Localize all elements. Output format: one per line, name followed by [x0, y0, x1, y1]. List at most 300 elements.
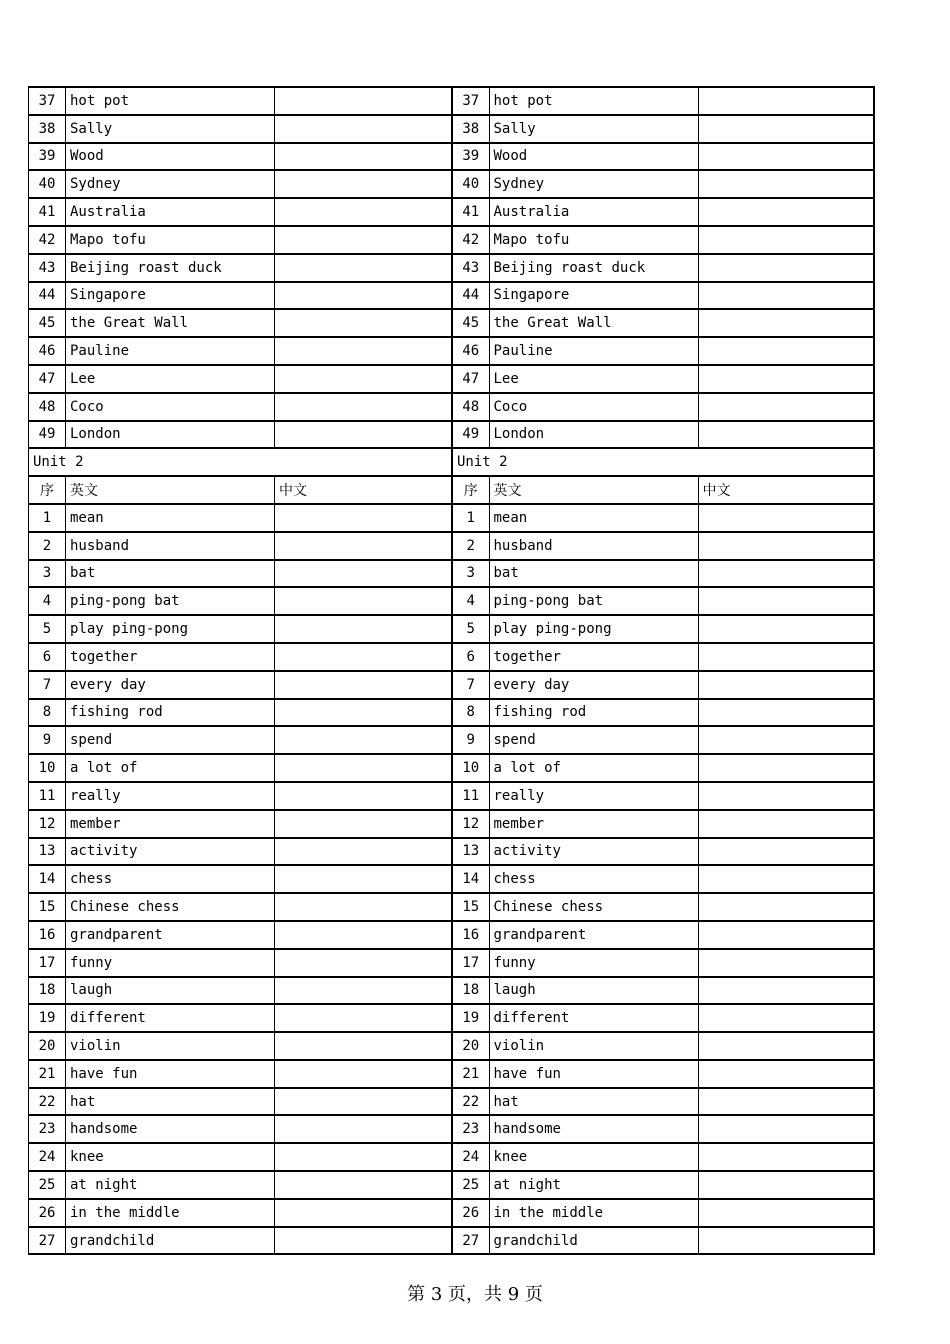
- row-number: 20: [29, 1032, 66, 1060]
- row-number: 12: [29, 810, 66, 838]
- english-word: Chinese chess: [66, 893, 275, 921]
- chinese-answer-cell: [698, 865, 874, 893]
- table-row: [29, 560, 452, 588]
- chinese-answer-cell: [698, 198, 874, 226]
- english-word: have fun: [489, 1060, 698, 1088]
- row-number: 8: [29, 699, 66, 727]
- english-word: handsome: [66, 1115, 275, 1143]
- english-word: every day: [489, 671, 698, 699]
- english-word: Wood: [489, 143, 698, 171]
- english-word: bat: [489, 560, 698, 588]
- english-word: fishing rod: [66, 699, 275, 727]
- row-number: 47: [452, 365, 489, 393]
- row-number: 18: [452, 977, 489, 1005]
- english-word: London: [66, 421, 275, 449]
- chinese-answer-cell: [698, 504, 874, 532]
- table-row: [452, 699, 874, 727]
- row-number: 48: [29, 393, 66, 421]
- table-row: [29, 810, 452, 838]
- chinese-answer-cell: [275, 1171, 452, 1199]
- english-word: Australia: [489, 198, 698, 226]
- table-row: [29, 1227, 452, 1255]
- chinese-answer-cell: [275, 726, 452, 754]
- english-word: ping-pong bat: [66, 587, 275, 615]
- table-row: [29, 282, 452, 310]
- row-number: 47: [29, 365, 66, 393]
- table-row: [29, 587, 452, 615]
- table-row: [29, 699, 452, 727]
- english-word: Australia: [66, 198, 275, 226]
- table-row: [29, 726, 452, 754]
- english-word: member: [66, 810, 275, 838]
- table-row: [452, 810, 874, 838]
- row-number: 4: [29, 587, 66, 615]
- row-number: 3: [29, 560, 66, 588]
- row-number: 39: [29, 143, 66, 171]
- table-row: [29, 143, 452, 171]
- table-row: [29, 671, 452, 699]
- chinese-answer-cell: [698, 87, 874, 115]
- row-number: 7: [452, 671, 489, 699]
- row-number: 23: [452, 1115, 489, 1143]
- chinese-answer-cell: [698, 921, 874, 949]
- chinese-answer-cell: [698, 1227, 874, 1255]
- table-row: [452, 504, 874, 532]
- chinese-answer-cell: [698, 893, 874, 921]
- row-number: 46: [29, 337, 66, 365]
- table-row: [452, 1004, 874, 1032]
- row-number: 18: [29, 977, 66, 1005]
- table-row: [452, 226, 874, 254]
- row-number: 9: [29, 726, 66, 754]
- chinese-answer-cell: [275, 838, 452, 866]
- chinese-answer-cell: [698, 810, 874, 838]
- table-row: [452, 977, 874, 1005]
- english-word: fishing rod: [489, 699, 698, 727]
- english-word: chess: [489, 865, 698, 893]
- english-word: Lee: [66, 365, 275, 393]
- chinese-answer-cell: [698, 115, 874, 143]
- chinese-answer-cell: [275, 587, 452, 615]
- chinese-answer-cell: [275, 671, 452, 699]
- english-word: mean: [489, 504, 698, 532]
- row-number: 16: [452, 921, 489, 949]
- english-word: spend: [489, 726, 698, 754]
- chinese-answer-cell: [698, 587, 874, 615]
- vocab-table-left: [28, 86, 453, 1255]
- chinese-answer-cell: [698, 1115, 874, 1143]
- table-row: [452, 671, 874, 699]
- english-word: laugh: [489, 977, 698, 1005]
- row-number: 7: [29, 671, 66, 699]
- english-word: member: [489, 810, 698, 838]
- unit-title: Unit 2: [29, 448, 452, 476]
- row-number: 43: [452, 254, 489, 282]
- page-footer: 第 3 页，共 9 页: [407, 1284, 543, 1305]
- row-number: 13: [29, 838, 66, 866]
- english-word: different: [66, 1004, 275, 1032]
- english-word: Coco: [489, 393, 698, 421]
- chinese-answer-cell: [698, 365, 874, 393]
- table-row: [452, 893, 874, 921]
- english-word: laugh: [66, 977, 275, 1005]
- table-row: [29, 977, 452, 1005]
- chinese-answer-cell: [275, 365, 452, 393]
- table-row: [452, 782, 874, 810]
- english-word: Mapo tofu: [66, 226, 275, 254]
- english-word: violin: [66, 1032, 275, 1060]
- english-word: hat: [489, 1088, 698, 1116]
- english-word: Lee: [489, 365, 698, 393]
- table-row: [29, 643, 452, 671]
- chinese-answer-cell: [275, 309, 452, 337]
- table-row: [29, 782, 452, 810]
- row-number: 23: [29, 1115, 66, 1143]
- chinese-answer-cell: [698, 615, 874, 643]
- chinese-answer-cell: [275, 254, 452, 282]
- english-word: grandparent: [489, 921, 698, 949]
- table-row: [452, 587, 874, 615]
- english-word: Singapore: [489, 282, 698, 310]
- chinese-answer-cell: [275, 1032, 452, 1060]
- row-number: 16: [29, 921, 66, 949]
- english-word: Sydney: [66, 170, 275, 198]
- english-word: handsome: [489, 1115, 698, 1143]
- table-row: [452, 1143, 874, 1171]
- table-row: [452, 1115, 874, 1143]
- english-word: in the middle: [489, 1199, 698, 1227]
- table-row: [452, 726, 874, 754]
- table-row: [29, 393, 452, 421]
- english-word: at night: [66, 1171, 275, 1199]
- table-row: [29, 1060, 452, 1088]
- chinese-answer-cell: [698, 1171, 874, 1199]
- english-word: have fun: [66, 1060, 275, 1088]
- english-word: together: [489, 643, 698, 671]
- chinese-answer-cell: [698, 393, 874, 421]
- chinese-answer-cell: [275, 504, 452, 532]
- table-row: [29, 1115, 452, 1143]
- table-row: [452, 865, 874, 893]
- chinese-answer-cell: [275, 1199, 452, 1227]
- english-word: London: [489, 421, 698, 449]
- table-row: [29, 198, 452, 226]
- chinese-answer-cell: [275, 560, 452, 588]
- english-word: play ping-pong: [489, 615, 698, 643]
- english-word: mean: [66, 504, 275, 532]
- table-row: [29, 365, 452, 393]
- table-row: [452, 1227, 874, 1255]
- chinese-answer-cell: [275, 282, 452, 310]
- table-row: [452, 115, 874, 143]
- chinese-answer-cell: [275, 615, 452, 643]
- row-number: 5: [29, 615, 66, 643]
- table-row: [29, 949, 452, 977]
- table-row: [452, 170, 874, 198]
- english-word: play ping-pong: [66, 615, 275, 643]
- row-number: 49: [452, 421, 489, 449]
- english-word: Wood: [66, 143, 275, 171]
- english-word: ping-pong bat: [489, 587, 698, 615]
- table-row: [452, 1199, 874, 1227]
- table-row: [452, 198, 874, 226]
- english-word: grandchild: [66, 1227, 275, 1255]
- table-row: [452, 1088, 874, 1116]
- table-row: [29, 1088, 452, 1116]
- english-word: hat: [66, 1088, 275, 1116]
- table-row: [29, 1199, 452, 1227]
- chinese-answer-cell: [275, 893, 452, 921]
- row-number: 6: [452, 643, 489, 671]
- english-word: in the middle: [66, 1199, 275, 1227]
- english-word: husband: [489, 532, 698, 560]
- table-row: [29, 1143, 452, 1171]
- chinese-answer-cell: [275, 643, 452, 671]
- chinese-answer-cell: [698, 782, 874, 810]
- row-number: 19: [29, 1004, 66, 1032]
- chinese-answer-cell: [698, 532, 874, 560]
- chinese-answer-cell: [275, 1004, 452, 1032]
- chinese-answer-cell: [698, 1032, 874, 1060]
- english-word: hot pot: [66, 87, 275, 115]
- chinese-answer-cell: [275, 782, 452, 810]
- english-word: activity: [66, 838, 275, 866]
- english-word: hot pot: [489, 87, 698, 115]
- row-number: 15: [452, 893, 489, 921]
- chinese-answer-cell: [275, 699, 452, 727]
- english-word: different: [489, 1004, 698, 1032]
- table-row: [29, 421, 452, 449]
- row-number: 44: [29, 282, 66, 310]
- chinese-answer-cell: [275, 1115, 452, 1143]
- chinese-answer-cell: [275, 226, 452, 254]
- table-row: [452, 143, 874, 171]
- row-number: 9: [452, 726, 489, 754]
- row-number: 42: [452, 226, 489, 254]
- header-row: [29, 476, 452, 504]
- table-row: [29, 309, 452, 337]
- table-row: [29, 337, 452, 365]
- chinese-answer-cell: [698, 671, 874, 699]
- chinese-answer-cell: [698, 1143, 874, 1171]
- vocab-table-right-body: [452, 87, 874, 1254]
- row-number: 11: [452, 782, 489, 810]
- table-row: [452, 337, 874, 365]
- row-number: 37: [452, 87, 489, 115]
- chinese-answer-cell: [698, 699, 874, 727]
- row-number: 22: [452, 1088, 489, 1116]
- row-number: 4: [452, 587, 489, 615]
- english-word: husband: [66, 532, 275, 560]
- english-word: grandchild: [489, 1227, 698, 1255]
- table-row: [29, 532, 452, 560]
- chinese-answer-cell: [698, 949, 874, 977]
- english-word: Chinese chess: [489, 893, 698, 921]
- table-row: [29, 115, 452, 143]
- english-word: grandparent: [66, 921, 275, 949]
- row-number: 10: [452, 754, 489, 782]
- row-number: 46: [452, 337, 489, 365]
- row-number: 27: [29, 1227, 66, 1255]
- english-word: Pauline: [66, 337, 275, 365]
- chinese-answer-cell: [698, 1060, 874, 1088]
- row-number: 8: [452, 699, 489, 727]
- table-row: [452, 838, 874, 866]
- english-word: Pauline: [489, 337, 698, 365]
- table-row: [452, 254, 874, 282]
- chinese-answer-cell: [275, 532, 452, 560]
- chinese-answer-cell: [275, 115, 452, 143]
- header-english: 英文: [489, 476, 698, 504]
- english-word: activity: [489, 838, 698, 866]
- chinese-answer-cell: [275, 143, 452, 171]
- row-number: 49: [29, 421, 66, 449]
- chinese-answer-cell: [698, 421, 874, 449]
- row-number: 15: [29, 893, 66, 921]
- table-row: [452, 921, 874, 949]
- chinese-answer-cell: [698, 1004, 874, 1032]
- row-number: 25: [29, 1171, 66, 1199]
- chinese-answer-cell: [275, 393, 452, 421]
- chinese-answer-cell: [275, 87, 452, 115]
- chinese-answer-cell: [275, 337, 452, 365]
- table-row: [452, 1171, 874, 1199]
- table-row: [452, 87, 874, 115]
- chinese-answer-cell: [698, 254, 874, 282]
- row-number: 26: [29, 1199, 66, 1227]
- english-word: together: [66, 643, 275, 671]
- table-row: [29, 1171, 452, 1199]
- row-number: 21: [29, 1060, 66, 1088]
- unit-title-row: [452, 448, 874, 476]
- row-number: 17: [29, 949, 66, 977]
- vocab-table-right: [451, 86, 875, 1255]
- chinese-answer-cell: [275, 921, 452, 949]
- english-word: at night: [489, 1171, 698, 1199]
- header-chinese: 中文: [275, 476, 452, 504]
- chinese-answer-cell: [275, 1227, 452, 1255]
- table-row: [452, 365, 874, 393]
- row-number: 38: [452, 115, 489, 143]
- english-word: knee: [489, 1143, 698, 1171]
- row-number: 27: [452, 1227, 489, 1255]
- table-row: [452, 754, 874, 782]
- english-word: the Great Wall: [489, 309, 698, 337]
- row-number: 2: [29, 532, 66, 560]
- table-row: [29, 1004, 452, 1032]
- row-number: 40: [29, 170, 66, 198]
- english-word: spend: [66, 726, 275, 754]
- english-word: the Great Wall: [66, 309, 275, 337]
- english-word: every day: [66, 671, 275, 699]
- chinese-answer-cell: [698, 282, 874, 310]
- row-number: 37: [29, 87, 66, 115]
- row-number: 1: [452, 504, 489, 532]
- row-number: 21: [452, 1060, 489, 1088]
- english-word: Sydney: [489, 170, 698, 198]
- header-number: 序: [452, 476, 489, 504]
- row-number: 2: [452, 532, 489, 560]
- english-word: funny: [66, 949, 275, 977]
- row-number: 13: [452, 838, 489, 866]
- english-word: chess: [66, 865, 275, 893]
- english-word: bat: [66, 560, 275, 588]
- chinese-answer-cell: [698, 337, 874, 365]
- chinese-answer-cell: [698, 977, 874, 1005]
- row-number: 41: [29, 198, 66, 226]
- row-number: 24: [452, 1143, 489, 1171]
- chinese-answer-cell: [275, 754, 452, 782]
- table-row: [452, 532, 874, 560]
- table-row: [452, 949, 874, 977]
- row-number: 6: [29, 643, 66, 671]
- row-number: 45: [29, 309, 66, 337]
- header-number: 序: [29, 476, 66, 504]
- row-number: 45: [452, 309, 489, 337]
- row-number: 40: [452, 170, 489, 198]
- header-chinese: 中文: [698, 476, 874, 504]
- chinese-answer-cell: [698, 754, 874, 782]
- table-row: [452, 309, 874, 337]
- row-number: 17: [452, 949, 489, 977]
- table-row: [29, 504, 452, 532]
- chinese-answer-cell: [698, 309, 874, 337]
- table-row: [29, 865, 452, 893]
- english-word: Coco: [66, 393, 275, 421]
- chinese-answer-cell: [698, 726, 874, 754]
- english-word: violin: [489, 1032, 698, 1060]
- table-row: [29, 170, 452, 198]
- unit-title-row: [29, 448, 452, 476]
- chinese-answer-cell: [275, 1088, 452, 1116]
- header-row: [452, 476, 874, 504]
- english-word: Singapore: [66, 282, 275, 310]
- row-number: 19: [452, 1004, 489, 1032]
- row-number: 12: [452, 810, 489, 838]
- chinese-answer-cell: [698, 226, 874, 254]
- row-number: 48: [452, 393, 489, 421]
- table-row: [29, 87, 452, 115]
- row-number: 14: [29, 865, 66, 893]
- english-word: funny: [489, 949, 698, 977]
- table-row: [29, 1032, 452, 1060]
- english-word: really: [66, 782, 275, 810]
- chinese-answer-cell: [698, 143, 874, 171]
- row-number: 3: [452, 560, 489, 588]
- chinese-answer-cell: [275, 1060, 452, 1088]
- table-row: [29, 921, 452, 949]
- chinese-answer-cell: [275, 198, 452, 226]
- english-word: knee: [66, 1143, 275, 1171]
- table-row: [452, 393, 874, 421]
- row-number: 10: [29, 754, 66, 782]
- row-number: 39: [452, 143, 489, 171]
- chinese-answer-cell: [275, 1143, 452, 1171]
- row-number: 41: [452, 198, 489, 226]
- unit-title: Unit 2: [452, 448, 874, 476]
- table-row: [452, 560, 874, 588]
- chinese-answer-cell: [275, 865, 452, 893]
- chinese-answer-cell: [698, 643, 874, 671]
- table-row: [29, 838, 452, 866]
- table-row: [29, 615, 452, 643]
- table-row: [452, 421, 874, 449]
- english-word: Beijing roast duck: [66, 254, 275, 282]
- table-row: [452, 1032, 874, 1060]
- chinese-answer-cell: [698, 1088, 874, 1116]
- chinese-answer-cell: [275, 421, 452, 449]
- english-word: really: [489, 782, 698, 810]
